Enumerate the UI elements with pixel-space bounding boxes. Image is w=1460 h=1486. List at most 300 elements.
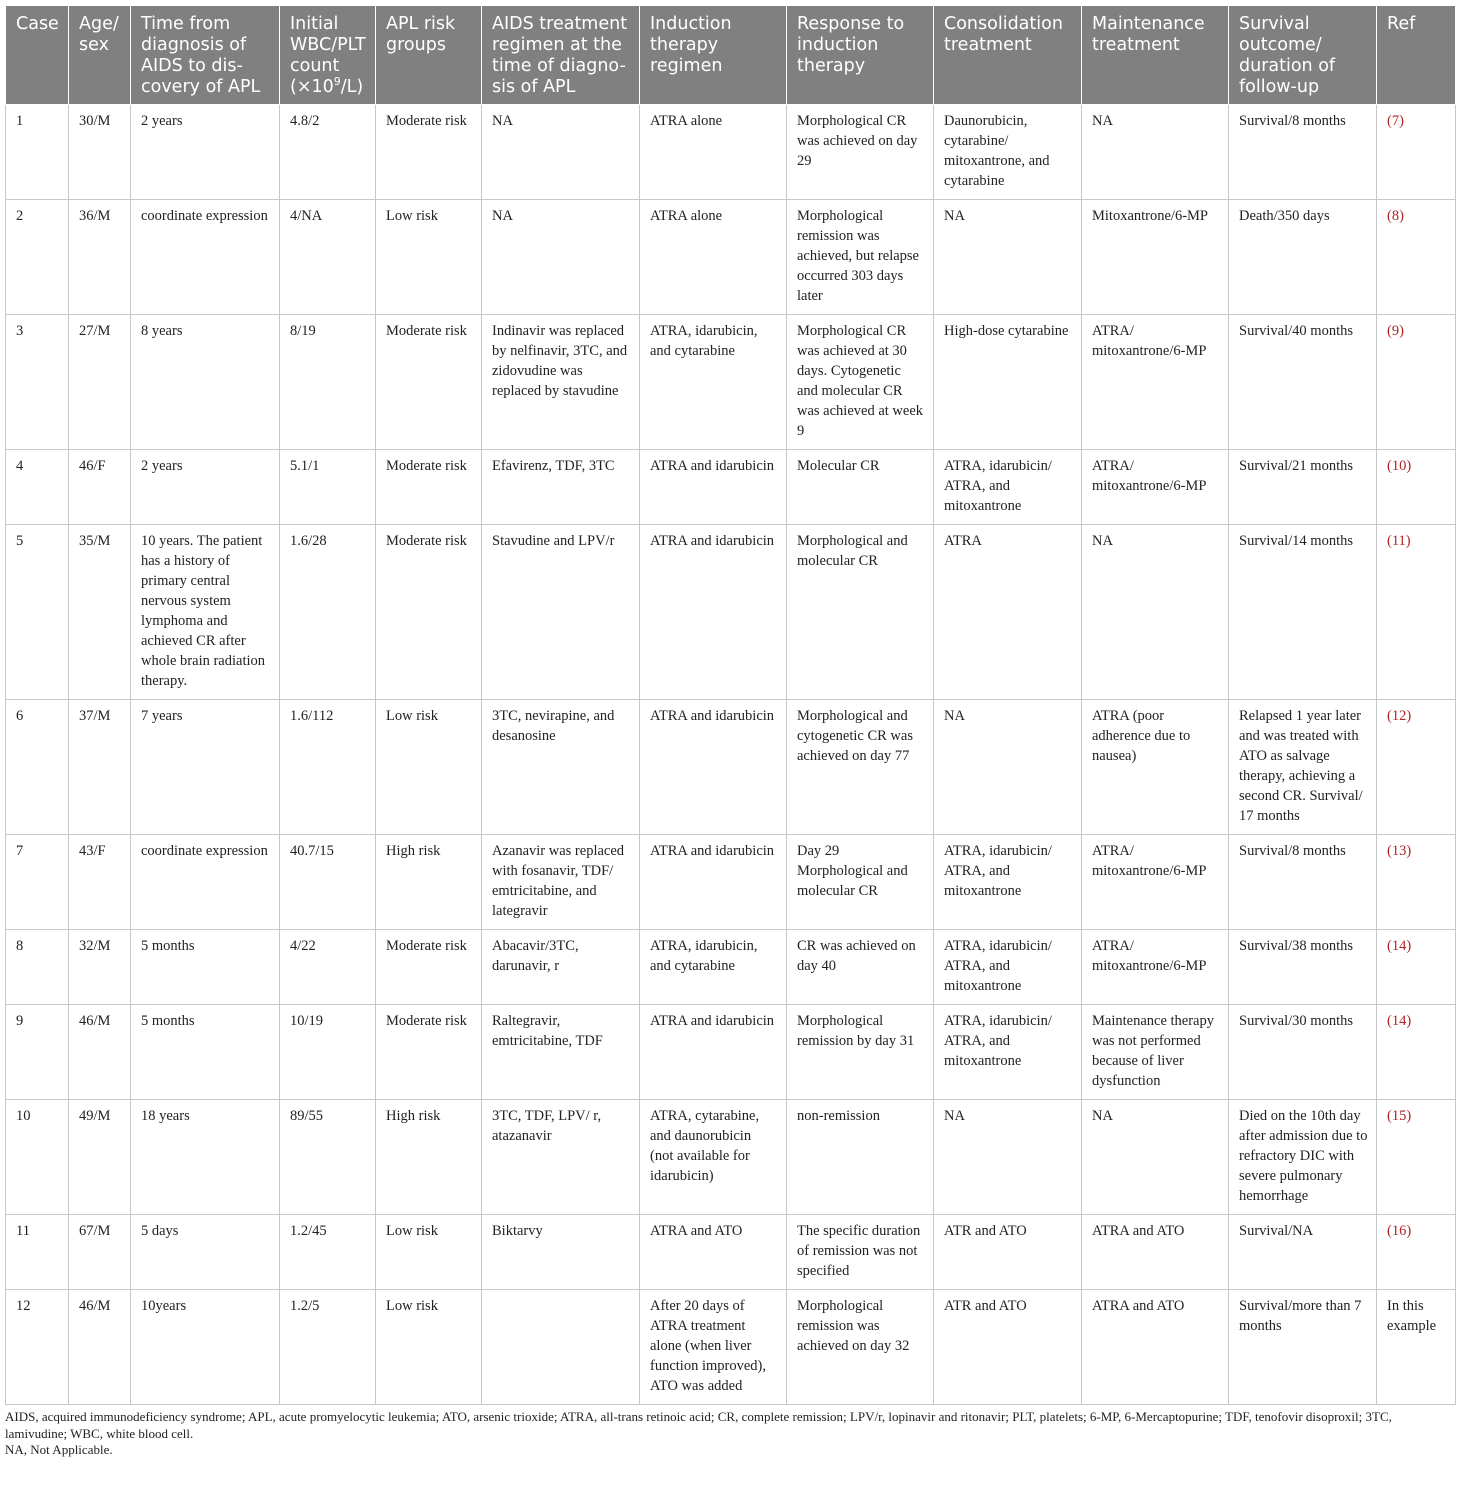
header-ref: Ref	[1377, 6, 1456, 105]
cell-text: 2 years	[141, 458, 183, 474]
cell-survival	[1229, 1215, 1377, 1290]
table-row	[6, 1100, 1456, 1215]
header-age-sex: Age/ sex	[69, 6, 131, 105]
cell-text: 67/M	[79, 1223, 111, 1239]
cell-induction-regimen	[640, 105, 787, 200]
cell-text: 18 years	[141, 1108, 190, 1124]
cell-text: 6	[16, 708, 24, 724]
cell-ref	[1377, 930, 1456, 1005]
cell-case	[6, 700, 69, 835]
cell-text: 35/M	[79, 533, 111, 549]
cell-aids-regimen	[482, 1215, 640, 1290]
cell-survival	[1229, 105, 1377, 200]
cell-survival	[1229, 200, 1377, 315]
cell-initial-count	[280, 835, 376, 930]
cell-text: ATRA, idarubicin, and cytarabine	[650, 323, 758, 359]
cell-text: 10 years. The patient has a history of primary central nervous system lymphoma and achieved CR after whole brain radiation therapy.	[141, 533, 266, 689]
cell-text: Moderate risk	[386, 1013, 467, 1029]
cell-text: NA	[944, 208, 965, 224]
cell-risk-group	[376, 930, 482, 1005]
cell-text: 2	[16, 208, 24, 224]
cell-risk-group	[376, 200, 482, 315]
header-consolidation: Consolidation treatment	[934, 6, 1082, 105]
cell-text: ATRA alone	[650, 208, 723, 224]
cell-text: 49/M	[79, 1108, 111, 1124]
cell-text: Low risk	[386, 1298, 438, 1314]
cell-text: ATRA, idarubicin/ ATRA, and mitoxantrone	[944, 843, 1052, 899]
cell-ref	[1377, 1005, 1456, 1100]
cell-text: 5.1/1	[290, 458, 320, 474]
cell-aids-regimen	[482, 1290, 640, 1405]
cell-induction-regimen	[640, 450, 787, 525]
cell-text: 5 months	[141, 938, 195, 954]
cell-text: Survival/more than 7 months	[1239, 1298, 1362, 1334]
cell-induction-regimen	[640, 1100, 787, 1215]
cell-text: ATRA, idarubicin/ ATRA, and mitoxantrone	[944, 1013, 1052, 1069]
cell-survival	[1229, 525, 1377, 700]
cell-text: ATRA alone	[650, 113, 723, 129]
cell-text: 5 days	[141, 1223, 179, 1239]
cell-aids-regimen	[482, 200, 640, 315]
cell-text: 10	[16, 1108, 31, 1124]
cell-ref	[1377, 835, 1456, 930]
cell-text: coordinate expression	[141, 843, 268, 859]
cell-text: 8	[16, 938, 24, 954]
cell-text: Azanavir was replaced with fosanavir, TDF/ emtricitabine, and lategravir	[492, 843, 625, 919]
cell-text: NA	[492, 113, 513, 129]
cell-text: 4/22	[290, 938, 316, 954]
cell-maintenance	[1082, 1005, 1229, 1100]
header-induction-regimen: Induction therapy regimen	[640, 6, 787, 105]
ref-link[interactable]: (14)	[1387, 938, 1412, 954]
cell-initial-count	[280, 1100, 376, 1215]
cell-time-to-apl	[131, 835, 280, 930]
header-case: Case	[6, 6, 69, 105]
cell-text: High risk	[386, 843, 441, 859]
cell-induction-regimen	[640, 700, 787, 835]
cell-text: Morphological and cytogenetic CR was achieved on day 77	[797, 708, 913, 764]
cell-text: Moderate risk	[386, 533, 467, 549]
cell-maintenance	[1082, 105, 1229, 200]
header-maintenance: Maintenance treatment	[1082, 6, 1229, 105]
cell-induction-response	[787, 450, 934, 525]
cell-text: Mitoxantrone/6-MP	[1092, 208, 1208, 224]
cell-text: Morphological remission was achieved on day 32	[797, 1298, 910, 1354]
cell-text: 11	[16, 1223, 30, 1239]
cell-consolidation	[934, 105, 1082, 200]
cell-risk-group	[376, 1290, 482, 1405]
cell-text: 37/M	[79, 708, 111, 724]
cell-text: Died on the 10th day after admission due to refractory DIC with severe pulmonary hemorrhage	[1239, 1108, 1368, 1204]
cell-text: 12	[16, 1298, 31, 1314]
cell-text: 89/55	[290, 1108, 324, 1124]
cell-aids-regimen	[482, 315, 640, 450]
cell-text: 8/19	[290, 323, 316, 339]
cell-text: 8 years	[141, 323, 183, 339]
cell-age-sex	[69, 1290, 131, 1405]
cell-case	[6, 835, 69, 930]
table-row	[6, 315, 1456, 450]
cell-text: Abacavir/3TC, darunavir, r	[492, 938, 579, 974]
cell-initial-count	[280, 700, 376, 835]
cell-age-sex	[69, 525, 131, 700]
cell-ref	[1377, 315, 1456, 450]
cases-table	[5, 5, 1456, 1405]
cell-text: ATRA/ mitoxantrone/6-MP	[1092, 938, 1207, 974]
cell-maintenance	[1082, 930, 1229, 1005]
cell-text: 1.6/112	[290, 708, 334, 724]
cell-text: 3TC, TDF, LPV/ r, atazanavir	[492, 1108, 602, 1144]
cell-text: Survival/38 months	[1239, 938, 1353, 954]
cell-risk-group	[376, 450, 482, 525]
cell-text: 9	[16, 1013, 24, 1029]
cell-text: NA	[944, 1108, 965, 1124]
cell-ref	[1377, 200, 1456, 315]
cell-ref	[1377, 1100, 1456, 1215]
cell-age-sex	[69, 1100, 131, 1215]
cell-aids-regimen	[482, 835, 640, 930]
cell-age-sex	[69, 1215, 131, 1290]
cell-initial-count	[280, 315, 376, 450]
cell-text: Indinavir was replaced by nelfinavir, 3TC, and zidovudine was replaced by stavudine	[492, 323, 628, 399]
cell-time-to-apl	[131, 105, 280, 200]
cell-text: 4.8/2	[290, 113, 320, 129]
cell-case	[6, 315, 69, 450]
cell-text: ATRA and ATO	[650, 1223, 743, 1239]
cell-text: Low risk	[386, 1223, 438, 1239]
cell-initial-count	[280, 930, 376, 1005]
cell-initial-count	[280, 105, 376, 200]
cell-text: ATR and ATO	[944, 1223, 1027, 1239]
ref-link[interactable]: (9)	[1387, 323, 1404, 339]
cell-time-to-apl	[131, 525, 280, 700]
ref-link[interactable]: (16)	[1387, 1223, 1412, 1239]
cell-case	[6, 1290, 69, 1405]
cell-induction-regimen	[640, 525, 787, 700]
cell-induction-response	[787, 315, 934, 450]
cell-text: 10years	[141, 1298, 187, 1314]
cell-text: 46/M	[79, 1298, 111, 1314]
cell-risk-group	[376, 525, 482, 700]
cell-text: 4/NA	[290, 208, 323, 224]
cell-time-to-apl	[131, 1215, 280, 1290]
header-induction-response: Response to induction therapy	[787, 6, 934, 105]
table-row	[6, 525, 1456, 700]
cell-text: ATRA/ mitoxantrone/6-MP	[1092, 323, 1207, 359]
cell-text: Survival/14 months	[1239, 533, 1353, 549]
cell-time-to-apl	[131, 450, 280, 525]
cell-age-sex	[69, 450, 131, 525]
cell-text: Survival/8 months	[1239, 113, 1346, 129]
cell-text: ATRA, idarubicin/ ATRA, and mitoxantrone	[944, 458, 1052, 514]
cell-text: 7 years	[141, 708, 183, 724]
cell-maintenance	[1082, 315, 1229, 450]
cell-consolidation	[934, 450, 1082, 525]
cell-text: 4	[16, 458, 24, 474]
cell-text: ATRA/ mitoxantrone/6-MP	[1092, 458, 1207, 494]
cell-text: ATRA and idarubicin	[650, 458, 775, 474]
cell-text: 46/M	[79, 1013, 111, 1029]
cell-age-sex	[69, 315, 131, 450]
ref-link[interactable]: (12)	[1387, 708, 1412, 724]
cell-survival	[1229, 315, 1377, 450]
cell-text: Death/350 days	[1239, 208, 1330, 224]
cell-text: Survival/40 months	[1239, 323, 1353, 339]
table-body	[6, 105, 1456, 1405]
cell-age-sex	[69, 930, 131, 1005]
table-row	[6, 1290, 1456, 1405]
cell-text: Survival/NA	[1239, 1223, 1314, 1239]
cell-induction-response	[787, 200, 934, 315]
cell-text: Morphological and molecular CR	[797, 533, 908, 569]
cell-text: 46/F	[79, 458, 106, 474]
cell-induction-regimen	[640, 315, 787, 450]
table-row	[6, 1215, 1456, 1290]
cell-text: High-dose cytarabine	[944, 323, 1069, 339]
cell-text: In this example	[1387, 1298, 1437, 1334]
cell-time-to-apl	[131, 1290, 280, 1405]
ref-link[interactable]: (10)	[1387, 458, 1412, 474]
cell-maintenance	[1082, 200, 1229, 315]
cell-ref	[1377, 700, 1456, 835]
cell-text: After 20 days of ATRA treatment alone (when liver function improved), ATO was added	[650, 1298, 766, 1394]
table-row	[6, 200, 1456, 315]
cell-text: ATRA/ mitoxantrone/6-MP	[1092, 843, 1207, 879]
cell-text: NA	[944, 708, 965, 724]
cell-time-to-apl	[131, 315, 280, 450]
footnote-abbreviations: AIDS, acquired immunodeficiency syndrome; APL, acute promyelocytic leukemia; ATO, arsenic trioxide; ATRA, all-trans retinoic acid; CR, complete remission; LPV/r, lopinavir and ritonavir; PLT, platelets; 6-MP, 6-Mercaptopurine; TDF, tenofovir disoproxil; 3TC, lamivudine; WBC, white blood cell.	[5, 1409, 1392, 1441]
cell-text: ATRA, idarubicin, and cytarabine	[650, 938, 758, 974]
cell-text: 1.6/28	[290, 533, 327, 549]
ref-link[interactable]: (8)	[1387, 208, 1404, 224]
cell-consolidation	[934, 1005, 1082, 1100]
cell-text: Moderate risk	[386, 323, 467, 339]
cell-initial-count	[280, 1290, 376, 1405]
cell-text: Low risk	[386, 708, 438, 724]
cell-text: NA	[1092, 1108, 1113, 1124]
cell-induction-response	[787, 525, 934, 700]
cell-survival	[1229, 450, 1377, 525]
cell-ref	[1377, 1290, 1456, 1405]
cell-initial-count	[280, 450, 376, 525]
cell-text: 1.2/45	[290, 1223, 327, 1239]
cell-induction-response	[787, 105, 934, 200]
cell-survival	[1229, 930, 1377, 1005]
cell-consolidation	[934, 835, 1082, 930]
cell-text: Moderate risk	[386, 938, 467, 954]
cell-text: 36/M	[79, 208, 111, 224]
cell-case	[6, 1215, 69, 1290]
cell-text: 1	[16, 113, 24, 129]
header-initial-count: Initial WBC/PLT count $(\times 10^9/L)$	[280, 6, 376, 105]
cell-time-to-apl	[131, 700, 280, 835]
cell-text: coordinate expression	[141, 208, 268, 224]
cell-risk-group	[376, 1005, 482, 1100]
cell-survival	[1229, 700, 1377, 835]
cell-text: non-remission	[797, 1108, 880, 1124]
cell-age-sex	[69, 105, 131, 200]
cell-aids-regimen	[482, 700, 640, 835]
cell-text: Morphological remission by day 31	[797, 1013, 915, 1049]
cell-text: Morphological CR was achieved at 30 days. Cytogenetic and molecular CR was achieved at week 9	[797, 323, 924, 439]
table-row	[6, 930, 1456, 1005]
cell-text: Survival/30 months	[1239, 1013, 1353, 1029]
header-time-to-apl: Time from diagnosis of AIDS to dis-covery of APL	[131, 6, 280, 105]
cell-text: 30/M	[79, 113, 111, 129]
cell-initial-count	[280, 200, 376, 315]
cell-ref	[1377, 450, 1456, 525]
cell-induction-regimen	[640, 1290, 787, 1405]
cell-case	[6, 200, 69, 315]
cell-text: NA	[1092, 113, 1113, 129]
cell-consolidation	[934, 1215, 1082, 1290]
cell-text: Morphological CR was achieved on day 29	[797, 113, 918, 169]
cell-case	[6, 930, 69, 1005]
cell-risk-group	[376, 835, 482, 930]
cell-case	[6, 105, 69, 200]
cell-survival	[1229, 1005, 1377, 1100]
header-survival: Survival outcome/ duration of follow-up	[1229, 6, 1377, 105]
cell-text: 3TC, nevirapine, and desanosine	[492, 708, 615, 744]
cell-induction-regimen	[640, 1005, 787, 1100]
ref-link[interactable]: (14)	[1387, 1013, 1412, 1029]
cell-text: The specific duration of remission was not specified	[797, 1223, 921, 1279]
cell-text: Low risk	[386, 208, 438, 224]
cell-text: 7	[16, 843, 24, 859]
cell-text: ATRA, idarubicin/ ATRA, and mitoxantrone	[944, 938, 1052, 994]
cell-age-sex	[69, 835, 131, 930]
cell-ref	[1377, 1215, 1456, 1290]
cell-text: High risk	[386, 1108, 441, 1124]
cell-time-to-apl	[131, 200, 280, 315]
cell-text: 1.2/5	[290, 1298, 320, 1314]
cell-text: Moderate risk	[386, 113, 467, 129]
cell-text: ATRA and idarubicin	[650, 533, 775, 549]
cell-induction-response	[787, 1215, 934, 1290]
cell-text: Stavudine and LPV/r	[492, 533, 615, 549]
cell-risk-group	[376, 105, 482, 200]
cell-text: 43/F	[79, 843, 106, 859]
cell-case	[6, 525, 69, 700]
cell-text: ATRA and idarubicin	[650, 1013, 775, 1029]
cell-text: NA	[1092, 533, 1113, 549]
cell-text: ATRA (poor adherence due to nausea)	[1092, 708, 1191, 764]
cell-risk-group	[376, 700, 482, 835]
header-aids-regimen: AIDS treatment regimen at the time of diagno-sis of APL	[482, 6, 640, 105]
table-figure	[5, 5, 1455, 1459]
cell-consolidation	[934, 930, 1082, 1005]
cell-induction-response	[787, 1005, 934, 1100]
cell-time-to-apl	[131, 1100, 280, 1215]
cell-text: ATR and ATO	[944, 1298, 1027, 1314]
cell-case	[6, 1100, 69, 1215]
cell-induction-regimen	[640, 930, 787, 1005]
cell-text: 2 years	[141, 113, 183, 129]
cell-aids-regimen	[482, 105, 640, 200]
cell-age-sex	[69, 200, 131, 315]
cell-time-to-apl	[131, 1005, 280, 1100]
footnote-na: NA, Not Applicable.	[5, 1442, 113, 1457]
cell-induction-response	[787, 930, 934, 1005]
cell-survival	[1229, 1290, 1377, 1405]
cell-induction-response	[787, 1100, 934, 1215]
cell-induction-response	[787, 1290, 934, 1405]
cell-text: Maintenance therapy was not performed because of liver dysfunction	[1092, 1013, 1214, 1089]
cell-risk-group	[376, 315, 482, 450]
ref-link[interactable]: (11)	[1387, 533, 1411, 549]
cell-consolidation	[934, 1100, 1082, 1215]
cell-induction-regimen	[640, 1215, 787, 1290]
cell-case	[6, 1005, 69, 1100]
cell-text: ATRA and idarubicin	[650, 843, 775, 859]
cell-text: NA	[492, 208, 513, 224]
ref-link[interactable]: (15)	[1387, 1108, 1412, 1124]
cell-consolidation	[934, 525, 1082, 700]
cell-induction-regimen	[640, 200, 787, 315]
cell-aids-regimen	[482, 1100, 640, 1215]
cell-ref	[1377, 525, 1456, 700]
cell-text: Moderate risk	[386, 458, 467, 474]
cell-maintenance	[1082, 525, 1229, 700]
cell-text: 27/M	[79, 323, 111, 339]
cell-consolidation	[934, 315, 1082, 450]
cell-text: Biktarvy	[492, 1223, 543, 1239]
table-row	[6, 835, 1456, 930]
cell-text: 32/M	[79, 938, 111, 954]
cell-induction-response	[787, 835, 934, 930]
cell-maintenance	[1082, 1100, 1229, 1215]
cell-aids-regimen	[482, 930, 640, 1005]
cell-text: Relapsed 1 year later and was treated with ATO as salvage therapy, achieving a second CR. Survival/ 17 months	[1239, 708, 1363, 824]
cell-induction-response	[787, 700, 934, 835]
cell-induction-regimen	[640, 835, 787, 930]
cell-text: Efavirenz, TDF, 3TC	[492, 458, 615, 474]
cell-maintenance	[1082, 450, 1229, 525]
cell-risk-group	[376, 1215, 482, 1290]
cell-text: 5	[16, 533, 24, 549]
header-risk-group: APL risk groups	[376, 6, 482, 105]
cell-aids-regimen	[482, 1005, 640, 1100]
cell-case	[6, 450, 69, 525]
cell-text: ATRA, cytarabine, and daunorubicin (not available for idarubicin)	[650, 1108, 760, 1184]
cell-text: ATRA and ATO	[1092, 1223, 1185, 1239]
table-footnotes	[5, 1409, 1455, 1459]
ref-link[interactable]: (13)	[1387, 843, 1412, 859]
cell-aids-regimen	[482, 450, 640, 525]
cell-survival	[1229, 1100, 1377, 1215]
cell-initial-count	[280, 525, 376, 700]
cell-maintenance	[1082, 1290, 1229, 1405]
table-row	[6, 105, 1456, 200]
table-row	[6, 700, 1456, 835]
cell-consolidation	[934, 700, 1082, 835]
cell-consolidation	[934, 200, 1082, 315]
cell-text: 3	[16, 323, 24, 339]
cell-maintenance	[1082, 835, 1229, 930]
cell-text: Survival/21 months	[1239, 458, 1353, 474]
cell-risk-group	[376, 1100, 482, 1215]
cell-text: Raltegravir, emtricitabine, TDF	[492, 1013, 603, 1049]
cell-maintenance	[1082, 700, 1229, 835]
ref-link[interactable]: (7)	[1387, 113, 1404, 129]
cell-text: CR was achieved on day 40	[797, 938, 916, 974]
header-row	[6, 6, 1456, 105]
cell-text: ATRA	[944, 533, 982, 549]
cell-text: Survival/8 months	[1239, 843, 1346, 859]
cell-age-sex	[69, 1005, 131, 1100]
cell-maintenance	[1082, 1215, 1229, 1290]
cell-consolidation	[934, 1290, 1082, 1405]
